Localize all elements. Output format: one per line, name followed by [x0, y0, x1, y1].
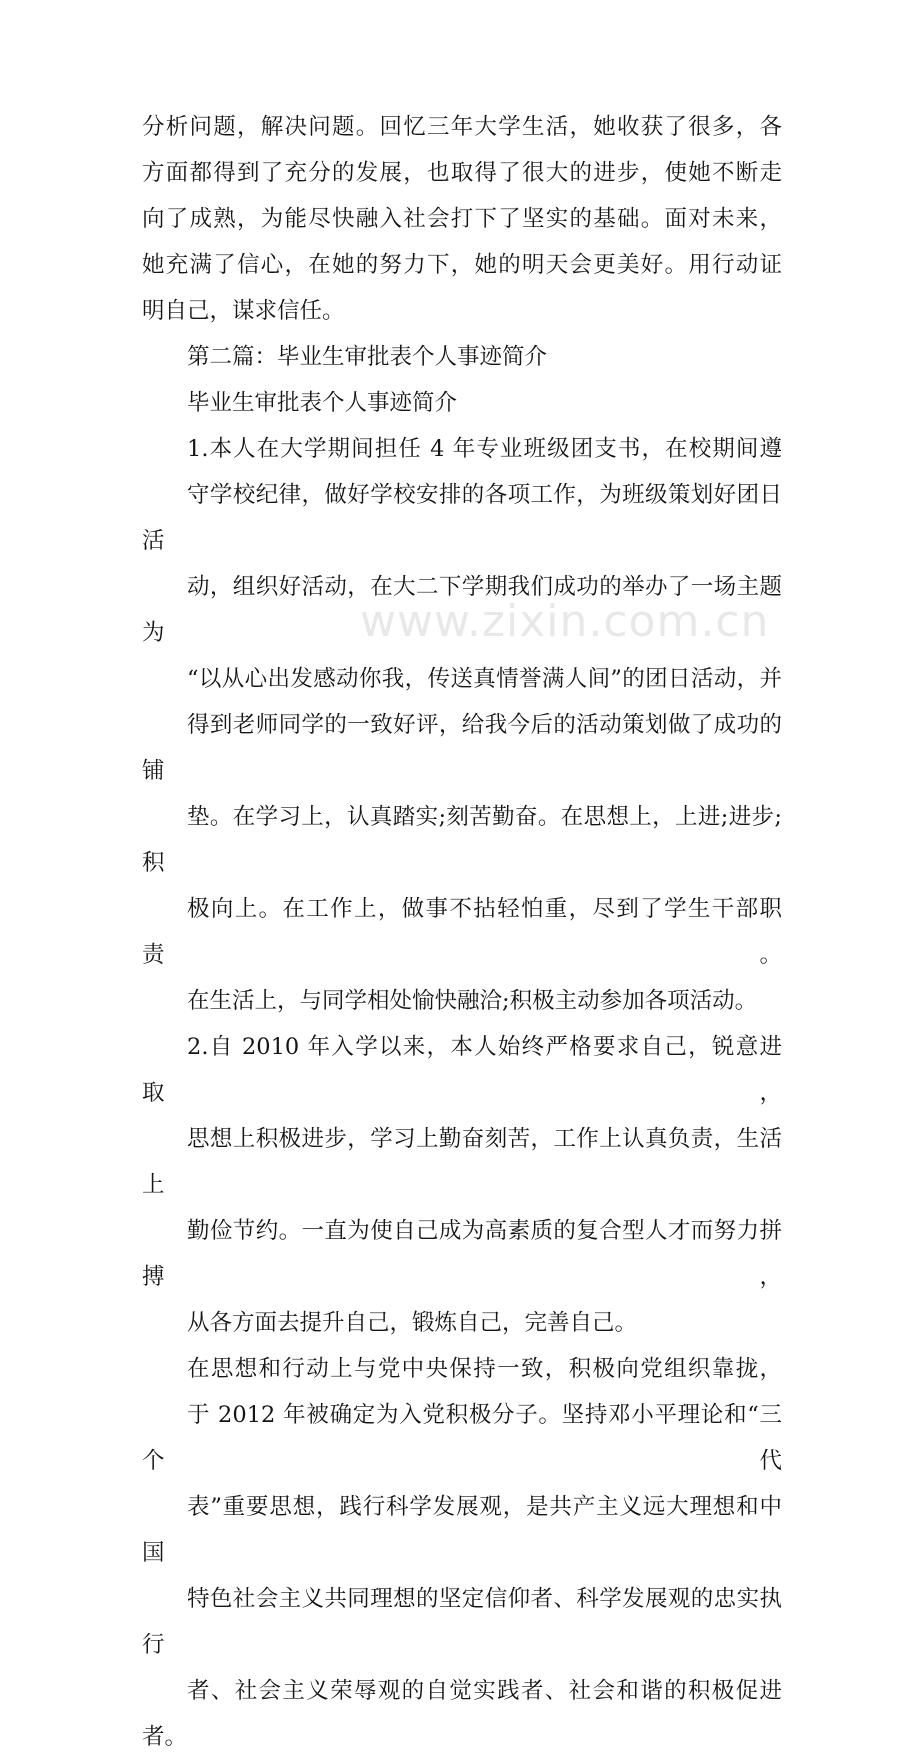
paragraph-p6 [142, 1346, 782, 1760]
watermark: www.zixin.com.cn [360, 596, 770, 647]
text-line: 方面都得到了充分的发展，也取得了很大的进步，使她不断走 [142, 160, 782, 186]
text-line: 毕业生审批表个人事迹简介 [187, 390, 458, 416]
text-line: 思想上积极进步，学习上勤奋刻苦，工作上认真负责，生活上 [142, 1126, 782, 1198]
document-body [142, 104, 782, 1760]
text-line: 垫。在学习上，认真踏实;刻苦勤奋。在思想上，上进;进步;积 [142, 804, 782, 876]
text-line: 分析问题，解决问题。回忆三年大学生活，她收获了很多，各 [142, 114, 782, 140]
text-line: 第二篇：毕业生审批表个人事迹简介 [187, 344, 548, 370]
text-line: 极向上。在工作上，做事不拈轻怕重，尽到了学生干部职责。 [142, 896, 782, 968]
text-line: 者、社会主义荣辱观的自觉实践者、社会和谐的积极促进者。 [142, 1678, 782, 1750]
text-line: 从各方面去提升自己，锻炼自己，完善自己。 [187, 1310, 638, 1336]
text-line: 动，组织好活动，在大二下学期我们成功的举办了一场主题为 [142, 574, 782, 646]
paragraph-p5 [142, 1024, 782, 1346]
text-line: 勤俭节约。一直为使自己成为高素质的复合型人才而努力拼搏， [142, 1218, 782, 1290]
paragraph-p2 [142, 334, 782, 380]
text-line: 向了成熟，为能尽快融入社会打下了坚实的基础。面对未来， [142, 206, 782, 232]
text-line: 在生活上，与同学相处愉快融洽;积极主动参加各项活动。 [187, 988, 758, 1014]
text-line: 2.自 2010 年入学以来，本人始终严格要求自己，锐意进取， [142, 1034, 782, 1106]
text-line: 在思想和行动上与党中央保持一致，积极向党组织靠拢， [187, 1356, 782, 1382]
text-line: 表”重要思想，践行科学发展观，是共产主义远大理想和中国 [142, 1494, 782, 1566]
text-line: 特色社会主义共同理想的坚定信仰者、科学发展观的忠实执行 [142, 1586, 782, 1658]
text-line: 明自己，谋求信任。 [142, 298, 345, 324]
text-line: 她充满了信心，在她的努力下，她的明天会更美好。用行动证 [142, 252, 782, 278]
text-line: “以从心出发感动你我，传送真情誉满人间”的团日活动，并 [187, 666, 782, 692]
text-line: 守学校纪律，做好学校安排的各项工作，为班级策划好团日活 [142, 482, 782, 554]
paragraph-p1 [142, 104, 782, 334]
paragraph-p4 [142, 426, 782, 1024]
paragraph-p3 [142, 380, 782, 426]
text-line: 得到老师同学的一致好评，给我今后的活动策划做了成功的铺 [142, 712, 782, 784]
text-line: 于 2012 年被确定为入党积极分子。坚持邓小平理论和“三个代 [142, 1402, 782, 1474]
text-line: 1.本人在大学期间担任 4 年专业班级团支书，在校期间遵 [187, 436, 782, 462]
